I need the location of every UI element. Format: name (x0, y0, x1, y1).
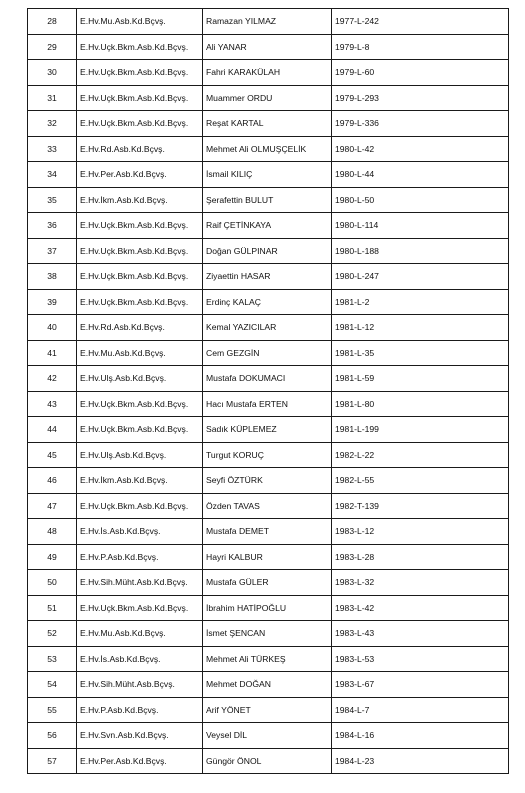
unit-cell: E.Hv.Uçk.Bkm.Asb.Kd.Bçvş. (77, 289, 203, 315)
row-number-cell: 47 (28, 493, 77, 519)
unit-cell: E.Hv.Uçk.Bkm.Asb.Kd.Bçvş. (77, 111, 203, 137)
person-name-cell: Seyfi ÖZTÜRK (203, 468, 332, 494)
registry-number-cell: 1981-L-12 (332, 315, 509, 341)
row-number-cell: 53 (28, 646, 77, 672)
unit-cell: E.Hv.Uçk.Bkm.Asb.Kd.Bçvş. (77, 595, 203, 621)
registry-number-cell: 1983-L-67 (332, 672, 509, 698)
row-number-cell: 37 (28, 238, 77, 264)
person-name-cell: Arif YÖNET (203, 697, 332, 723)
unit-cell: E.Hv.Per.Asb.Kd.Bçvş. (77, 162, 203, 188)
person-name-cell: İbrahim HATİPOĞLU (203, 595, 332, 621)
table-row (28, 595, 509, 621)
person-name-cell: Fahri KARAKÜLAH (203, 60, 332, 86)
unit-cell: E.Hv.Rd.Asb.Kd.Bçvş. (77, 315, 203, 341)
unit-cell: E.Hv.Uçk.Bkm.Asb.Kd.Bçvş. (77, 85, 203, 111)
table-row (28, 315, 509, 341)
row-number-cell: 49 (28, 544, 77, 570)
row-number-cell: 36 (28, 213, 77, 239)
unit-cell: E.Hv.İs.Asb.Kd.Bçvş. (77, 519, 203, 545)
unit-cell: E.Hv.Mu.Asb.Kd.Bçvş. (77, 621, 203, 647)
person-name-cell: Mehmet Ali TÜRKEŞ (203, 646, 332, 672)
person-name-cell: Veysel DİL (203, 723, 332, 749)
row-number-cell: 32 (28, 111, 77, 137)
registry-number-cell: 1983-L-53 (332, 646, 509, 672)
unit-cell: E.Hv.Ulş.Asb.Kd.Bçvş. (77, 366, 203, 392)
unit-cell: E.Hv.İkm.Asb.Kd.Bçvş. (77, 187, 203, 213)
row-number-cell: 46 (28, 468, 77, 494)
registry-number-cell: 1980-L-50 (332, 187, 509, 213)
row-number-cell: 51 (28, 595, 77, 621)
person-name-cell: Muammer ORDU (203, 85, 332, 111)
unit-cell: E.Hv.Svn.Asb.Kd.Bçvş. (77, 723, 203, 749)
registry-number-cell: 1980-L-247 (332, 264, 509, 290)
registry-number-cell: 1980-L-42 (332, 136, 509, 162)
table-row (28, 34, 509, 60)
unit-cell: E.Hv.Uçk.Bkm.Asb.Kd.Bçvş. (77, 391, 203, 417)
unit-cell: E.Hv.İkm.Asb.Kd.Bçvş. (77, 468, 203, 494)
registry-number-cell: 1981-L-80 (332, 391, 509, 417)
registry-number-cell: 1980-L-188 (332, 238, 509, 264)
row-number-cell: 38 (28, 264, 77, 290)
table-row (28, 213, 509, 239)
person-name-cell: Reşat KARTAL (203, 111, 332, 137)
table-row (28, 442, 509, 468)
unit-cell: E.Hv.İs.Asb.Kd.Bçvş. (77, 646, 203, 672)
registry-number-cell: 1982-L-55 (332, 468, 509, 494)
person-name-cell: Mustafa DOKUMACI (203, 366, 332, 392)
person-name-cell: Hacı Mustafa ERTEN (203, 391, 332, 417)
registry-number-cell: 1979-L-293 (332, 85, 509, 111)
table-row (28, 519, 509, 545)
registry-number-cell: 1981-L-59 (332, 366, 509, 392)
unit-cell: E.Hv.Per.Asb.Kd.Bçvş. (77, 748, 203, 774)
row-number-cell: 55 (28, 697, 77, 723)
row-number-cell: 29 (28, 34, 77, 60)
table-row (28, 621, 509, 647)
registry-number-cell: 1982-L-22 (332, 442, 509, 468)
table-row (28, 417, 509, 443)
registry-number-cell: 1981-L-2 (332, 289, 509, 315)
table-row (28, 748, 509, 774)
registry-number-cell: 1980-L-44 (332, 162, 509, 188)
table-row (28, 570, 509, 596)
registry-number-cell: 1984-L-16 (332, 723, 509, 749)
table-row (28, 391, 509, 417)
registry-number-cell: 1981-L-35 (332, 340, 509, 366)
registry-number-cell: 1981-L-199 (332, 417, 509, 443)
row-number-cell: 28 (28, 9, 77, 35)
row-number-cell: 31 (28, 85, 77, 111)
registry-number-cell: 1983-L-28 (332, 544, 509, 570)
registry-number-cell: 1979-L-8 (332, 34, 509, 60)
table-row (28, 264, 509, 290)
row-number-cell: 41 (28, 340, 77, 366)
registry-number-cell: 1979-L-60 (332, 60, 509, 86)
row-number-cell: 45 (28, 442, 77, 468)
table-row (28, 340, 509, 366)
person-name-cell: Ali YANAR (203, 34, 332, 60)
table-row (28, 646, 509, 672)
table-row (28, 111, 509, 137)
person-name-cell: Kemal YAZICILAR (203, 315, 332, 341)
registry-number-cell: 1984-L-7 (332, 697, 509, 723)
unit-cell: E.Hv.Uçk.Bkm.Asb.Kd.Bçvş. (77, 34, 203, 60)
person-name-cell: Mehmet Ali OLMUŞÇELİK (203, 136, 332, 162)
person-name-cell: Mustafa DEMET (203, 519, 332, 545)
registry-number-cell: 1977-L-242 (332, 9, 509, 35)
person-name-cell: Mustafa GÜLER (203, 570, 332, 596)
unit-cell: E.Hv.Sih.Müht.Asb.Kd.Bçvş. (77, 570, 203, 596)
registry-number-cell: 1983-L-32 (332, 570, 509, 596)
row-number-cell: 57 (28, 748, 77, 774)
table-row (28, 468, 509, 494)
person-name-cell: Ramazan YILMAZ (203, 9, 332, 35)
unit-cell: E.Hv.Ulş.Asb.Kd.Bçvş. (77, 442, 203, 468)
table-row (28, 162, 509, 188)
unit-cell: E.Hv.Rd.Asb.Kd.Bçvş. (77, 136, 203, 162)
table-row (28, 366, 509, 392)
unit-cell: E.Hv.Mu.Asb.Kd.Bçvş. (77, 340, 203, 366)
unit-cell: E.Hv.Uçk.Bkm.Asb.Kd.Bçvş. (77, 264, 203, 290)
person-name-cell: Güngör ÖNOL (203, 748, 332, 774)
person-name-cell: Şerafettin BULUT (203, 187, 332, 213)
document-page (27, 8, 497, 774)
registry-number-cell: 1983-L-12 (332, 519, 509, 545)
person-name-cell: İsmet ŞENCAN (203, 621, 332, 647)
row-number-cell: 56 (28, 723, 77, 749)
person-name-cell: Turgut KORUÇ (203, 442, 332, 468)
unit-cell: E.Hv.P.Asb.Kd.Bçvş. (77, 697, 203, 723)
unit-cell: E.Hv.Uçk.Bkm.Asb.Kd.Bçvş. (77, 493, 203, 519)
row-number-cell: 42 (28, 366, 77, 392)
row-number-cell: 35 (28, 187, 77, 213)
row-number-cell: 50 (28, 570, 77, 596)
table-row (28, 238, 509, 264)
table-row (28, 187, 509, 213)
row-number-cell: 43 (28, 391, 77, 417)
row-number-cell: 33 (28, 136, 77, 162)
registry-number-cell: 1982-T-139 (332, 493, 509, 519)
unit-cell: E.Hv.P.Asb.Kd.Bçvş. (77, 544, 203, 570)
unit-cell: E.Hv.Uçk.Bkm.Asb.Kd.Bçvş. (77, 417, 203, 443)
registry-number-cell: 1979-L-336 (332, 111, 509, 137)
registry-number-cell: 1983-L-42 (332, 595, 509, 621)
table-row (28, 544, 509, 570)
person-name-cell: İsmail KILIÇ (203, 162, 332, 188)
table-row (28, 60, 509, 86)
person-name-cell: Raif ÇETİNKAYA (203, 213, 332, 239)
registry-number-cell: 1983-L-43 (332, 621, 509, 647)
row-number-cell: 30 (28, 60, 77, 86)
table-row (28, 85, 509, 111)
table-row (28, 136, 509, 162)
registry-number-cell: 1980-L-114 (332, 213, 509, 239)
row-number-cell: 48 (28, 519, 77, 545)
personnel-table-body (28, 9, 509, 774)
unit-cell: E.Hv.Uçk.Bkm.Asb.Kd.Bçvş. (77, 238, 203, 264)
table-row (28, 9, 509, 35)
unit-cell: E.Hv.Sih.Müht.Asb.Bçvş. (77, 672, 203, 698)
person-name-cell: Sadık KÜPLEMEZ (203, 417, 332, 443)
table-row (28, 723, 509, 749)
personnel-table (27, 8, 509, 774)
person-name-cell: Erdinç KALAÇ (203, 289, 332, 315)
person-name-cell: Mehmet DOĞAN (203, 672, 332, 698)
person-name-cell: Cem GEZGİN (203, 340, 332, 366)
table-row (28, 672, 509, 698)
registry-number-cell: 1984-L-23 (332, 748, 509, 774)
table-row (28, 697, 509, 723)
row-number-cell: 34 (28, 162, 77, 188)
row-number-cell: 39 (28, 289, 77, 315)
row-number-cell: 52 (28, 621, 77, 647)
person-name-cell: Özden TAVAS (203, 493, 332, 519)
unit-cell: E.Hv.Uçk.Bkm.Asb.Kd.Bçvş. (77, 60, 203, 86)
row-number-cell: 44 (28, 417, 77, 443)
person-name-cell: Ziyaettin HASAR (203, 264, 332, 290)
table-row (28, 493, 509, 519)
table-row (28, 289, 509, 315)
person-name-cell: Doğan GÜLPINAR (203, 238, 332, 264)
person-name-cell: Hayri KALBUR (203, 544, 332, 570)
row-number-cell: 54 (28, 672, 77, 698)
unit-cell: E.Hv.Uçk.Bkm.Asb.Kd.Bçvş. (77, 213, 203, 239)
unit-cell: E.Hv.Mu.Asb.Kd.Bçvş. (77, 9, 203, 35)
row-number-cell: 40 (28, 315, 77, 341)
